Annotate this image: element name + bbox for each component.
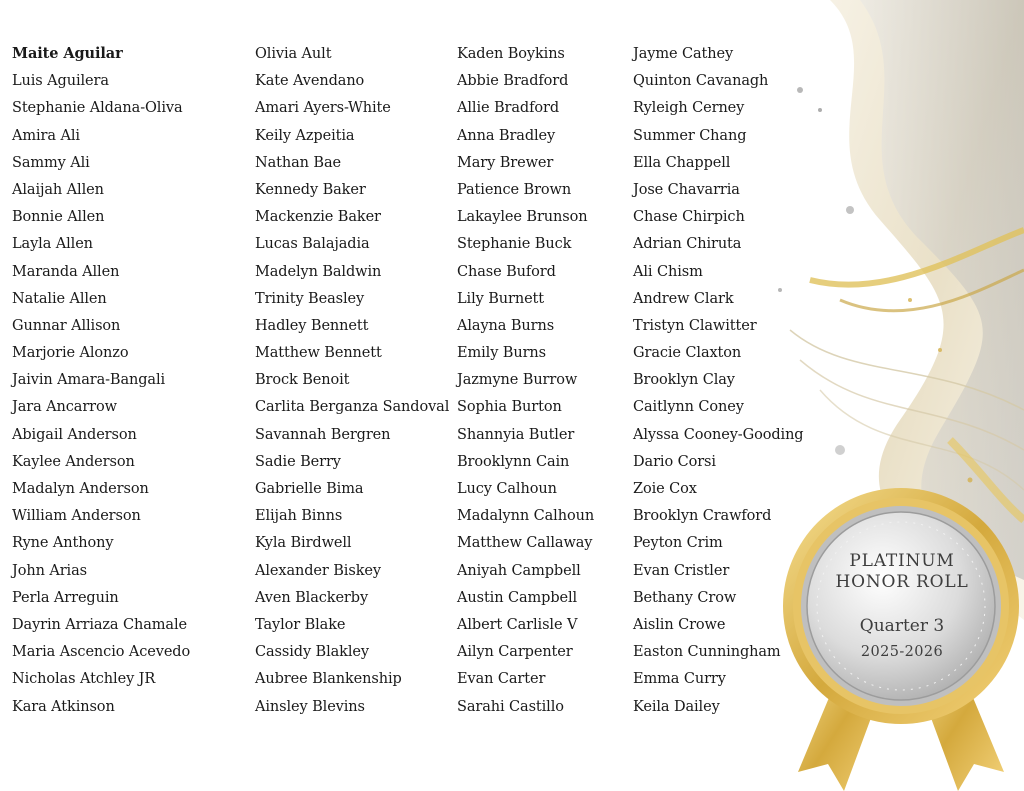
student-name: Abigail Anderson [12,426,137,443]
student-name: Dario Corsi [633,453,716,470]
student-name: Jayme Cathey [633,46,734,62]
student-name: Emily Burns [457,345,547,362]
student-name: Aislin Crowe [633,616,726,633]
student-name: Sammy Ali [12,154,90,171]
student-name: Jaivin Amara-Bangali [12,372,166,389]
student-name: Chase Buford [457,263,556,280]
student-name: Gabrielle Bima [255,481,364,497]
student-name: Jose Chavarria [633,181,740,198]
student-name: Austin Campbell [457,589,578,606]
student-name: Chase Chirpich [633,209,745,226]
student-name: Gracie Claxton [633,345,742,362]
badge-title-line-2: HONOR ROLL [835,572,969,592]
student-name: Olivia Ault [255,46,332,62]
student-name: Natalie Allen [12,290,107,307]
student-name: Kaylee Anderson [12,453,135,470]
badge-school-year: 2025-2026 [860,644,944,660]
student-name: Ailyn Carpenter [457,644,573,661]
student-name: Marjorie Alonzo [12,345,129,362]
student-name: Luis Aguilera [12,73,109,90]
student-name: Caitlynn Coney [633,399,744,416]
student-name: Ainsley Blevins [255,698,365,715]
name-column-1 [12,44,190,724]
student-name: Bonnie Allen [12,209,105,226]
student-name: Kate Avendano [255,73,365,90]
student-name: Bethany Crow [633,589,737,606]
student-name: Alaijah Allen [12,181,104,198]
student-name: Kaden Boykins [457,46,565,62]
student-name: Savannah Bergren [255,426,391,443]
student-name: Aniyah Campbell [457,562,581,579]
student-name: Aubree Blankenship [255,671,402,688]
student-name: Adrian Chiruta [633,236,742,253]
name-column-3 [457,44,594,724]
student-name: Sadie Berry [255,453,341,470]
student-name: Brooklynn Cain [457,453,570,470]
student-name: Maite Aguilar [12,45,123,62]
student-name: Easton Cunningham [633,644,781,661]
student-name: Dayrin Arriaza Chamale [12,616,187,633]
student-name: Alayna Burns [457,317,555,334]
student-name: Carlita Berganza Sandoval [255,399,450,416]
student-name: Lucas Balajadia [255,236,370,253]
student-name: Lakaylee Brunson [457,209,588,226]
student-name: Tristyn Clawitter [633,317,757,334]
student-name: Matthew Bennett [255,345,382,362]
student-name: Madalynn Calhoun [457,508,595,525]
student-name: Evan Carter [457,671,546,688]
student-name: Hadley Bennett [255,317,369,334]
student-name: Cassidy Blakley [255,644,369,661]
student-name: Amira Ali [12,127,80,144]
student-name: Mackenzie Baker [255,209,381,226]
student-name: Elijah Binns [255,508,343,525]
student-name: Kennedy Baker [255,181,366,198]
student-name: Andrew Clark [633,290,734,307]
student-name: Lucy Calhoun [457,481,557,497]
student-name: Madelyn Baldwin [255,263,382,280]
student-name: Ryleigh Cerney [633,100,745,117]
student-name: Taylor Blake [255,616,346,633]
student-name: Maranda Allen [12,263,120,280]
honor-roll-badge [778,482,1024,791]
student-name: Brooklyn Crawford [633,508,772,525]
student-name: Nathan Bae [255,154,341,171]
student-name: Allie Bradford [457,100,559,117]
student-name: Ali Chism [633,263,703,280]
student-name: Stephanie Aldana-Oliva [12,100,183,117]
student-name: Jara Ancarrow [12,399,117,416]
student-name: Keila Dailey [633,698,720,715]
badge-quarter: Quarter 3 [859,616,945,636]
student-name: Gunnar Allison [12,317,121,334]
student-name: Anna Bradley [457,127,556,144]
student-name: Layla Allen [12,236,93,253]
student-name: Kyla Birdwell [255,535,352,552]
student-name: Albert Carlisle V [457,616,578,633]
student-name: Peyton Crim [633,535,723,552]
badge-title-line-1: PLATINUM [849,551,955,571]
student-name: Sarahi Castillo [457,698,564,715]
student-name: Brock Benoit [255,372,350,389]
student-name: William Anderson [12,508,141,525]
student-name: Nicholas Atchley JR [12,671,156,688]
student-name: John Arias [12,562,87,579]
student-name: Abbie Bradford [457,73,569,90]
student-name: Summer Chang [633,127,747,144]
student-name: Keily Azpeitia [255,127,355,144]
student-name: Trinity Beasley [255,290,365,307]
student-name: Stephanie Buck [457,236,572,253]
student-name: Mary Brewer [457,154,554,171]
student-name: Alexander Biskey [255,562,381,579]
student-name: Amari Ayers-White [255,100,391,117]
student-name: Jazmyne Burrow [457,372,578,389]
name-column-2 [255,44,449,724]
student-name: Kara Atkinson [12,698,115,715]
student-name: Emma Curry [633,671,726,688]
student-name: Evan Cristler [633,562,730,579]
student-name: Perla Arreguin [12,589,119,606]
student-name: Aven Blackerby [255,589,369,606]
student-name: Sophia Burton [457,399,562,416]
student-name: Shannyia Butler [457,426,575,443]
student-name: Madalyn Anderson [12,481,149,497]
student-name: Zoie Cox [633,481,697,497]
student-name: Ella Chappell [633,154,731,171]
student-name: Ryne Anthony [12,535,114,552]
student-name: Maria Ascencio Acevedo [12,644,191,661]
student-name: Alyssa Cooney-Gooding [633,426,804,443]
student-name: Quinton Cavanagh [633,73,769,90]
student-name: Brooklyn Clay [633,372,735,389]
student-name: Lily Burnett [457,290,545,307]
student-name: Patience Brown [457,181,572,198]
student-name: Matthew Callaway [457,535,593,552]
